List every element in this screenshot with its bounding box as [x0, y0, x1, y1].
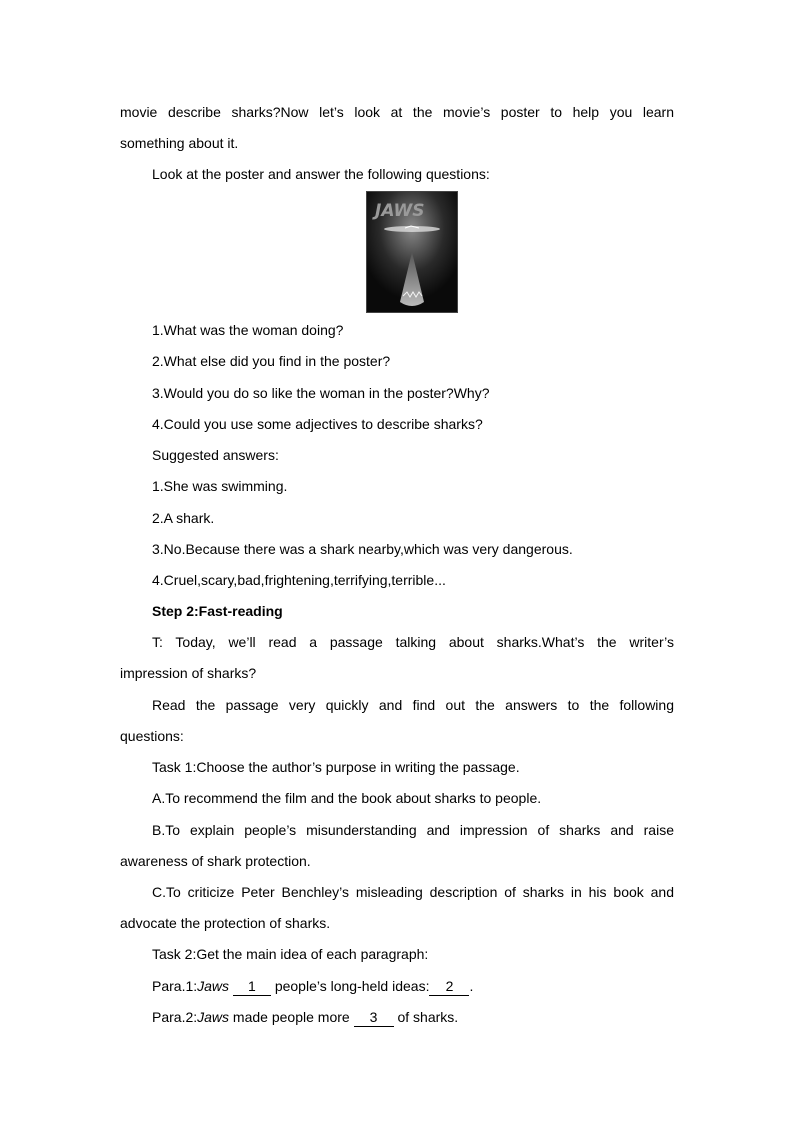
para-2-title: Jaws — [197, 1009, 230, 1025]
task-2: Task 2:Get the main idea of each paragraph: — [152, 946, 429, 962]
para-2-middle: made people more — [229, 1009, 354, 1025]
para-1-line — [120, 975, 674, 997]
teacher-line-1: T: Today, we’ll read a passage talking about sharks.What’s the writer’s — [152, 634, 674, 650]
intro-line-1: movie describe sharks?Now let’s look at the movie’s poster to help you learn — [120, 104, 674, 120]
question-2: 2.What else did you find in the poster? — [152, 353, 391, 369]
option-b-line-2: awareness of shark protection. — [120, 853, 311, 869]
question-4: 4.Could you use some adjectives to describe sharks? — [152, 416, 483, 432]
intro-line-2: something about it. — [120, 135, 239, 151]
read-instruction-line-1: Read the passage very quickly and find out the answers to the following — [152, 697, 674, 713]
answer-2: 2.A shark. — [152, 510, 215, 526]
option-a: A.To recommend the film and the book about sharks to people. — [152, 790, 542, 806]
poster-instruction: Look at the poster and answer the following questions: — [152, 166, 490, 182]
answer-4: 4.Cruel,scary,bad,frightening,terrifying,terrible... — [152, 572, 446, 588]
para-1-prefix: Para.1: — [152, 978, 198, 994]
para-1-middle: people’s long-held ideas: — [270, 978, 430, 994]
answer-1: 1.She was swimming. — [152, 478, 288, 494]
para-1-suffix: . — [469, 978, 474, 994]
step-2-heading: Step 2:Fast-reading — [152, 603, 283, 619]
poster-art-icon — [367, 192, 457, 312]
para-2-prefix: Para.2: — [152, 1009, 198, 1025]
poster-title: JAWS — [375, 201, 425, 221]
blank-3: 3 — [354, 1008, 394, 1027]
read-instruction-line-2: questions: — [120, 728, 184, 744]
question-3: 3.Would you do so like the woman in the poster?Why? — [152, 385, 490, 401]
option-c-line-2: advocate the protection of sharks. — [120, 915, 331, 931]
para-1-title: Jaws — [197, 978, 230, 994]
task-1: Task 1:Choose the author’s purpose in writing the passage. — [152, 759, 520, 775]
blank-1: 1 — [233, 977, 271, 996]
question-1: 1.What was the woman doing? — [152, 322, 344, 338]
option-c-line-1: C.To criticize Peter Benchley’s misleading description of sharks in his book and — [152, 884, 674, 900]
jaws-poster-image — [366, 191, 458, 313]
answers-label: Suggested answers: — [152, 447, 279, 463]
para-2-line — [120, 1006, 674, 1028]
answer-3: 3.No.Because there was a shark nearby,which was very dangerous. — [152, 541, 573, 557]
para-2-suffix: of sharks. — [393, 1009, 459, 1025]
blank-2: 2 — [429, 977, 469, 996]
teacher-line-2: impression of sharks? — [120, 665, 257, 681]
option-b-line-1: B.To explain people’s misunderstanding and impression of sharks and raise — [152, 822, 674, 838]
